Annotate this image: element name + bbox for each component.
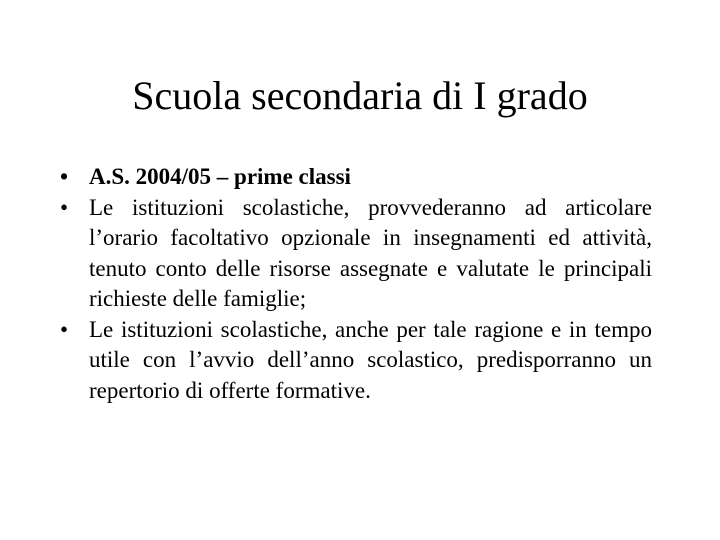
bullet-icon: •	[60, 316, 69, 342]
bullet-item-optional-timetable	[60, 193, 652, 315]
bullet-item-training-offer	[60, 315, 652, 407]
bullet-text: Le istituzioni scolastiche, provvederanno ad articolare l’orario facoltativo opzionale in insegnamenti ed attività, tenuto conto delle risorse assegnate e valutate le principali richieste delle famiglie;	[89, 194, 652, 311]
bullet-text: Le istituzioni scolastiche, anche per tale ragione e in tempo utile con l’avvio dell’anno scolastico, predisporranno un repertorio di offerte formative.	[89, 316, 652, 403]
bullet-icon: •	[60, 194, 69, 220]
bullet-text: A.S. 2004/05 – prime classi	[89, 164, 351, 189]
slide-title: Scuola secondaria di I grado	[132, 73, 588, 118]
bullet-list	[60, 162, 652, 406]
bullet-icon: •	[60, 164, 69, 189]
bullet-item-school-year	[60, 162, 652, 193]
